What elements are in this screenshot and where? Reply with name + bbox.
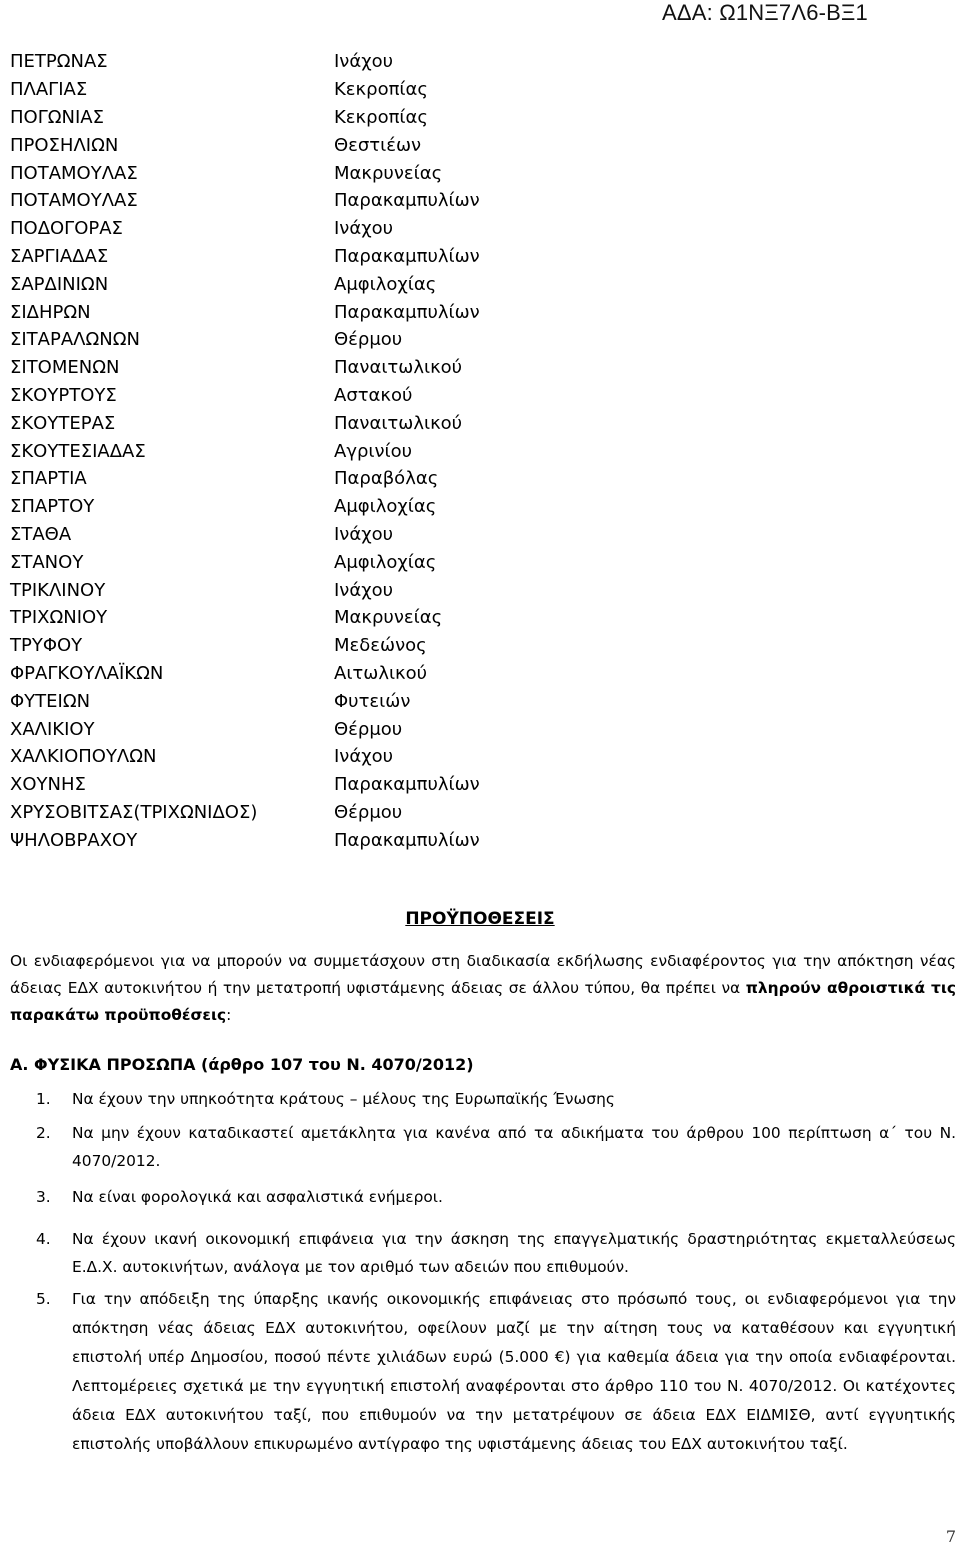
municipality-name: Ινάχου <box>334 746 394 768</box>
intro-end: : <box>226 1006 232 1024</box>
table-row <box>10 76 610 104</box>
table-row <box>10 270 610 298</box>
municipality-name: Θεστιέων <box>334 134 422 156</box>
municipality-name: Θέρμου <box>334 718 403 740</box>
table-row <box>10 604 610 632</box>
municipality-name: Παρακαμπυλίων <box>334 301 480 323</box>
village-name: ΣΤΑΘΑ <box>10 523 72 545</box>
municipality-name: Θέρμου <box>334 329 403 351</box>
conditions-intro <box>10 948 956 1029</box>
page-number: 7 <box>945 1527 956 1546</box>
condition-item <box>10 1285 956 1459</box>
table-row <box>10 298 610 326</box>
table-row <box>10 632 610 660</box>
village-name: ΤΡΙΧΩΝΙΟΥ <box>10 607 108 629</box>
village-name: ΣΙΤΑΡΑΛΩΝΩΝ <box>10 329 140 351</box>
table-row <box>10 159 610 187</box>
village-name: ΣΑΡΔΙΝΙΩΝ <box>10 273 109 295</box>
intro-bold-text: πληρούν αθροιστικά τις παρακάτω προϋποθέσεις <box>10 979 957 1024</box>
condition-number: 4. <box>36 1230 51 1248</box>
municipality-name: Παρακαμπυλίων <box>334 774 480 796</box>
village-name: ΣΙΤΟΜΕΝΩΝ <box>10 357 120 379</box>
municipality-name: Μακρυνείας <box>334 607 443 629</box>
municipality-name: Ινάχου <box>334 579 394 601</box>
condition-text: Για την απόδειξη της ύπαρξης ικανής οικονομικής επιφάνειας στο πρόσωπό τους, οι ενδιαφερόμενοι για την απόκτηση νέας άδειας ΕΔΧ αυτοκινήτου, οφείλουν μαζί με την αίτηση τους να καταθέσουν και εγγυητική επιστολή υπέρ Δημοσίου, ποσού πέντε χιλιάδων ευρώ (5.000 €) για καθεμία άδεια για την οποία ενδιαφέρονται. Λεπτομέρειες σχετικά με την εγγυητική επιστολή αναφέρονται στο άρθρο 110 του Ν. 4070/2012. Οι κατέχοντες άδεια ΕΔΧ αυτοκινήτου ταξί, που επιθυμούν να την μετατρέψουν σε άδεια ΕΔΧ ΕΙΔΜΙΣΘ, αντί εγγυητικής επιστολής υποβάλλουν επικυρωμένο αντίγραφο της υφιστάμενης άδειας του ΕΔΧ αυτοκινήτου ταξί. <box>72 1290 956 1453</box>
village-name: ΠΡΟΣΗΛΙΩΝ <box>10 134 119 156</box>
village-name: ΣΚΟΥΤΕΣΙΑΔΑΣ <box>10 440 146 462</box>
municipality-name: Παναιτωλικού <box>334 412 463 434</box>
condition-number: 2. <box>36 1124 51 1142</box>
condition-number: 3. <box>36 1188 51 1206</box>
municipality-name: Παρακαμπυλίων <box>334 245 480 267</box>
table-row <box>10 131 610 159</box>
conditions-heading: ΠΡΟΫΠΟΘΕΣΕΙΣ <box>405 909 555 929</box>
table-row <box>10 660 610 688</box>
municipality-name: Μεδεώνος <box>334 635 427 657</box>
condition-text: Να είναι φορολογικά και ασφαλιστικά ενήμεροι. <box>72 1188 443 1206</box>
municipality-name: Ινάχου <box>334 523 394 545</box>
municipality-name: Παραβόλας <box>334 468 439 490</box>
village-name: ΦΡΑΓΚΟΥΛΑΪΚΩΝ <box>10 662 164 684</box>
conditions-list <box>10 1085 960 1459</box>
condition-text: Να μην έχουν καταδικαστεί αμετάκλητα για κανένα από τα αδικήματα του άρθρου 100 περίπτωση α΄ του Ν. 4070/2012. <box>72 1124 956 1170</box>
municipality-name: Παρακαμπυλίων <box>334 190 480 212</box>
table-row <box>10 548 610 576</box>
table-row <box>10 48 610 76</box>
table-row <box>10 715 610 743</box>
village-name: ΧΟΥΝΗΣ <box>10 774 86 796</box>
village-name: ΠΟΤΑΜΟΥΛΑΣ <box>10 162 138 184</box>
table-row <box>10 382 610 410</box>
conditions-section <box>10 908 960 1459</box>
municipality-name: Αστακού <box>334 384 413 406</box>
village-name: ΦΥΤΕΙΩΝ <box>10 690 91 712</box>
condition-text: Να έχουν ικανή οικονομική επιφάνεια για την άσκηση της επαγγελματικής δραστηριότητας εκμεταλλεύσεως Ε.Δ.Χ. αυτοκινήτων, ανάλογα με τον αριθμό των αδειών που επιθυμούν. <box>72 1230 956 1276</box>
condition-item <box>10 1119 956 1175</box>
condition-text: Να έχουν την υπηκοότητα κράτους – μέλους της Ευρωπαϊκής Ένωσης <box>72 1090 615 1108</box>
municipality-name: Κεκροπίας <box>334 106 428 128</box>
municipality-name: Αμφιλοχίας <box>334 551 437 573</box>
section-a-title: Α. ΦΥΣΙΚΑ ΠΡΟΣΩΠΑ (άρθρο 107 του Ν. 4070/2012) <box>10 1055 474 1074</box>
table-row <box>10 771 610 799</box>
municipality-name: Ινάχου <box>334 218 394 240</box>
village-name: ΣΑΡΓΙΑΔΑΣ <box>10 245 109 267</box>
table-row <box>10 493 610 521</box>
table-row <box>10 104 610 132</box>
municipality-name: Παρακαμπυλίων <box>334 829 480 851</box>
condition-item <box>10 1085 956 1113</box>
table-row <box>10 576 610 604</box>
municipality-name: Αμφιλοχίας <box>334 496 437 518</box>
village-name: ΠΟΓΩΝΙΑΣ <box>10 106 104 128</box>
village-name: ΣΚΟΥΤΕΡΑΣ <box>10 412 116 434</box>
table-row <box>10 243 610 271</box>
municipality-name: Αγρινίου <box>334 440 413 462</box>
village-name: ΣΙΔΗΡΩΝ <box>10 301 91 323</box>
village-name: ΧΑΛΙΚΙΟΥ <box>10 718 95 740</box>
condition-item <box>10 1183 956 1211</box>
municipality-name: Κεκροπίας <box>334 79 428 101</box>
table-row <box>10 437 610 465</box>
table-row <box>10 687 610 715</box>
municipality-name: Αιτωλικού <box>334 662 428 684</box>
table-row <box>10 826 610 854</box>
condition-number: 5. <box>36 1290 51 1308</box>
municipality-name: Φυτειών <box>334 690 411 712</box>
table-row <box>10 215 610 243</box>
table-row <box>10 799 610 827</box>
village-name: ΣΠΑΡΤΙΑ <box>10 468 87 490</box>
village-name: ΠΕΤΡΩΝΑΣ <box>10 51 108 73</box>
village-name: ΣΠΑΡΤΟΥ <box>10 496 95 518</box>
condition-item <box>10 1225 956 1281</box>
table-row <box>10 354 610 382</box>
municipality-name: Ινάχου <box>334 51 394 73</box>
village-name: ΣΚΟΥΡΤΟΥΣ <box>10 384 117 406</box>
table-row <box>10 187 610 215</box>
table-row <box>10 743 610 771</box>
village-name: ΤΡΥΦΟΥ <box>10 635 83 657</box>
village-name: ΧΡΥΣΟΒΙΤΣΑΣ(ΤΡΙΧΩΝΙΔΟΣ) <box>10 801 258 823</box>
condition-number: 1. <box>36 1090 51 1108</box>
village-name: ΣΤΑΝΟΥ <box>10 551 84 573</box>
table-row <box>10 521 610 549</box>
municipality-name: Παναιτωλικού <box>334 357 463 379</box>
village-name: ΠΟΤΑΜΟΥΛΑΣ <box>10 190 138 212</box>
ada-code: ΑΔΑ: Ω1ΝΞ7Λ6-ΒΞ1 <box>661 0 868 25</box>
village-name: ΠΛΑΓΙΑΣ <box>10 79 88 101</box>
table-row <box>10 465 610 493</box>
village-table <box>10 48 610 854</box>
table-row <box>10 409 610 437</box>
table-row <box>10 326 610 354</box>
village-name: ΤΡΙΚΛΙΝΟΥ <box>10 579 106 601</box>
village-name: ΠΟΔΟΓΟΡΑΣ <box>10 218 123 240</box>
municipality-name: Μακρυνείας <box>334 162 443 184</box>
municipality-name: Αμφιλοχίας <box>334 273 437 295</box>
village-name: ΨΗΛΟΒΡΑΧΟΥ <box>10 829 138 851</box>
municipality-name: Θέρμου <box>334 801 403 823</box>
intro-text: Οι ενδιαφερόμενοι για να μπορούν να συμμετάσχουν στη διαδικασία εκδήλωσης ενδιαφέροντος για την απόκτηση νέας άδειας ΕΔΧ αυτοκινήτου ή την μετατροπή υφιστάμενης άδειας σε άλλου τύπου, θα πρέπει να <box>10 952 956 997</box>
village-name: ΧΑΛΚΙΟΠΟΥΛΩΝ <box>10 746 157 768</box>
